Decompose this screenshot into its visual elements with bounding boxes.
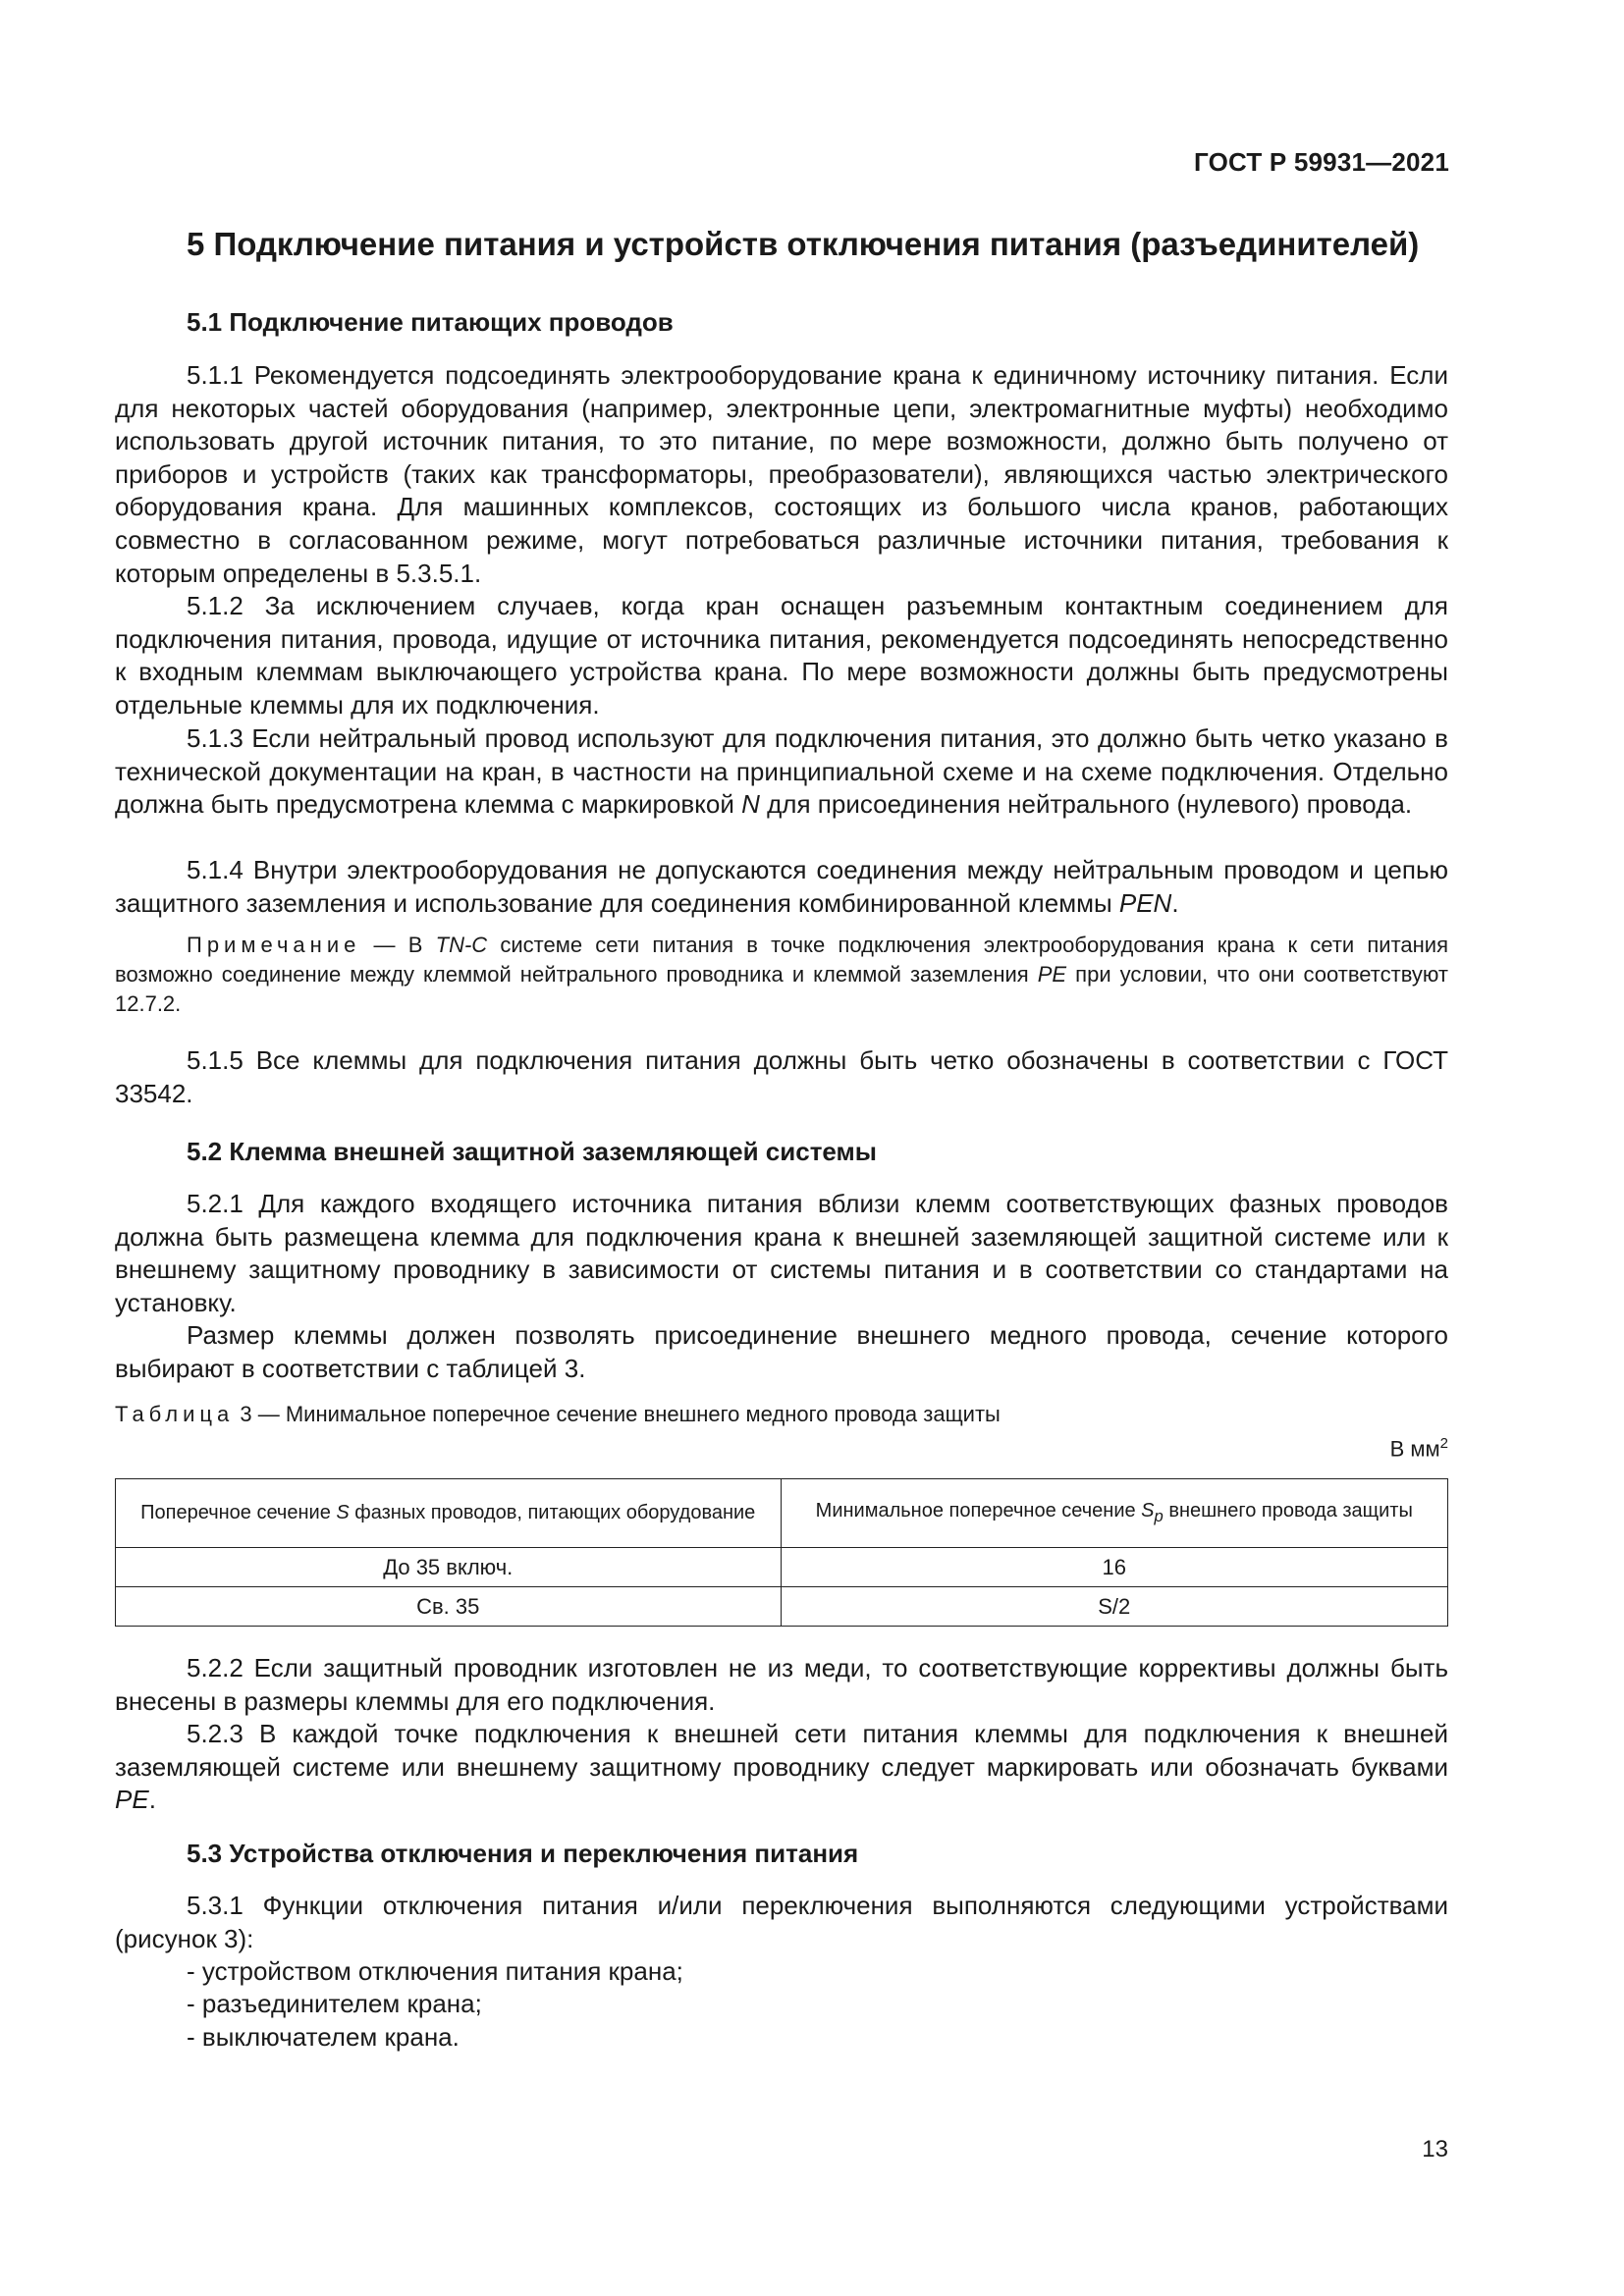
table-header-phase: Поперечное сечение S фазных проводов, питающих оборудование bbox=[116, 1479, 782, 1548]
list-item: - разъединителем крана; bbox=[187, 1989, 482, 2018]
paragraph-5-1-1: 5.1.1 Рекомендуется подсоединять электрооборудование крана к единичному источнику питания. Если для некоторых частей оборудования (например, электронные цепи, электромагнитные муфты) необходимо использовать другой источник питания, то это питание, по мере возможности, должно быть получено от приборов и устройств (таких как трансформаторы, преобразователи), являющихся частью электрического оборудования крана. Для машинных комплексов, состоящих из большого числа кранов, работающих совместно в согласованном режиме, могут потребоваться различные источники питания, требования к которым определены в 5.3.5.1. bbox=[115, 360, 1448, 588]
paragraph-5-2-3: 5.2.3 В каждой точке подключения к внешней сети питания клеммы для подключения к внешней заземляющей системе или внешнему защитному проводнику следует маркировать или обозначать буквами PE. bbox=[115, 1719, 1448, 1815]
list-item: - устройством отключения питания крана; bbox=[187, 1956, 683, 1986]
section-5-title: 5 Подключение питания и устройств отключения питания (разъединителей) bbox=[187, 226, 1420, 262]
section-5-2-title: 5.2 Клемма внешней защитной заземляющей системы bbox=[187, 1137, 877, 1166]
table-cell: 16 bbox=[781, 1548, 1448, 1587]
section-5-1-title: 5.1 Подключение питающих проводов bbox=[187, 307, 674, 337]
table-header-protective: Минимальное поперечное сечение $S_p$ внешнего провода защиты bbox=[781, 1479, 1448, 1548]
paragraph-5-2-1-size: Размер клеммы должен позволять присоединение внешнего медного провода, сечение которого выбирают в соответствии с таблицей 3. bbox=[115, 1320, 1448, 1383]
list-item: - выключателем крана. bbox=[187, 2022, 460, 2052]
paragraph-5-2-2: 5.2.2 Если защитный проводник изготовлен не из меди, то соответствующие коррективы должны быть внесены в размеры клеммы для его подключения. bbox=[115, 1653, 1448, 1716]
section-5-3-title: 5.3 Устройства отключения и переключения питания bbox=[187, 1839, 859, 1868]
table-row bbox=[116, 1587, 1448, 1627]
paragraph-5-2-1: 5.2.1 Для каждого входящего источника питания вблизи клемм соответствующих фазных проводов должна быть размещена клемма для подключения крана к внешней заземляющей защитной системе или к внешнему защитному проводнику в зависимости от системы питания и в соответствии со стандартами на установку. bbox=[115, 1189, 1448, 1317]
paragraph-5-1-5: 5.1.5 Все клеммы для подключения питания должны быть четко обозначены в соответствии с ГОСТ 33542. bbox=[115, 1045, 1448, 1108]
paragraph-5-1-4: 5.1.4 Внутри электрооборудования не допускаются соединения между нейтральным проводом и цепью защитного заземления и использование для соединения комбинированной клеммы PEN. bbox=[115, 855, 1448, 918]
table-caption: Таблица 3 — Минимальное поперечное сечение внешнего медного провода защиты bbox=[115, 1402, 1001, 1426]
note-label: Примечание bbox=[187, 933, 361, 957]
neutral-terminal-mark: N bbox=[741, 789, 760, 820]
pen-terminal-mark: PEN bbox=[1118, 887, 1172, 918]
page-number: 13 bbox=[1422, 2136, 1448, 2163]
paragraph-5-3-1: 5.3.1 Функции отключения питания и/или переключения выполняются следующими устройствами (рисунок 3): bbox=[115, 1891, 1448, 1953]
table-cell: Св. 35 bbox=[116, 1587, 782, 1627]
paragraph-5-1-2: 5.1.2 За исключением случаев, когда кран оснащен разъемным контактным соединением для подключения питания, провода, идущие от источника питания, рекомендуется подсоединять непосредственно к входным клеммам выключающего устройства крана. По мере возможности должны быть предусмотрены отдельные клеммы для их подключения. bbox=[115, 591, 1448, 720]
document-code: ГОСТ Р 59931—2021 bbox=[1194, 147, 1449, 177]
paragraph-5-1-3: 5.1.3 Если нейтральный провод используют для подключения питания, это должно быть четко указано в технической документации на кран, в частности на принципиальной схеме и на схеме подключения. Отдельно должна быть предусмотрена клемма с маркировкой N для присоединения нейтрального (нулевого) провода. bbox=[115, 723, 1448, 820]
table-unit: В $мм^2$ bbox=[1389, 1435, 1448, 1462]
cross-section-table bbox=[115, 1478, 1448, 1627]
note: Примечание — В TN-C системе сети питания в точке подключения электрооборудования крана к сети питания возможно соединение между клеммой нейтрального проводника и клеммой заземления PE при условии, что они соответствуют 12.7.2. bbox=[115, 933, 1449, 1016]
table-row bbox=[116, 1548, 1448, 1587]
table-cell: S/2 bbox=[781, 1587, 1448, 1627]
table-cell: До 35 включ. bbox=[116, 1548, 782, 1587]
table-header-row bbox=[116, 1479, 1448, 1548]
